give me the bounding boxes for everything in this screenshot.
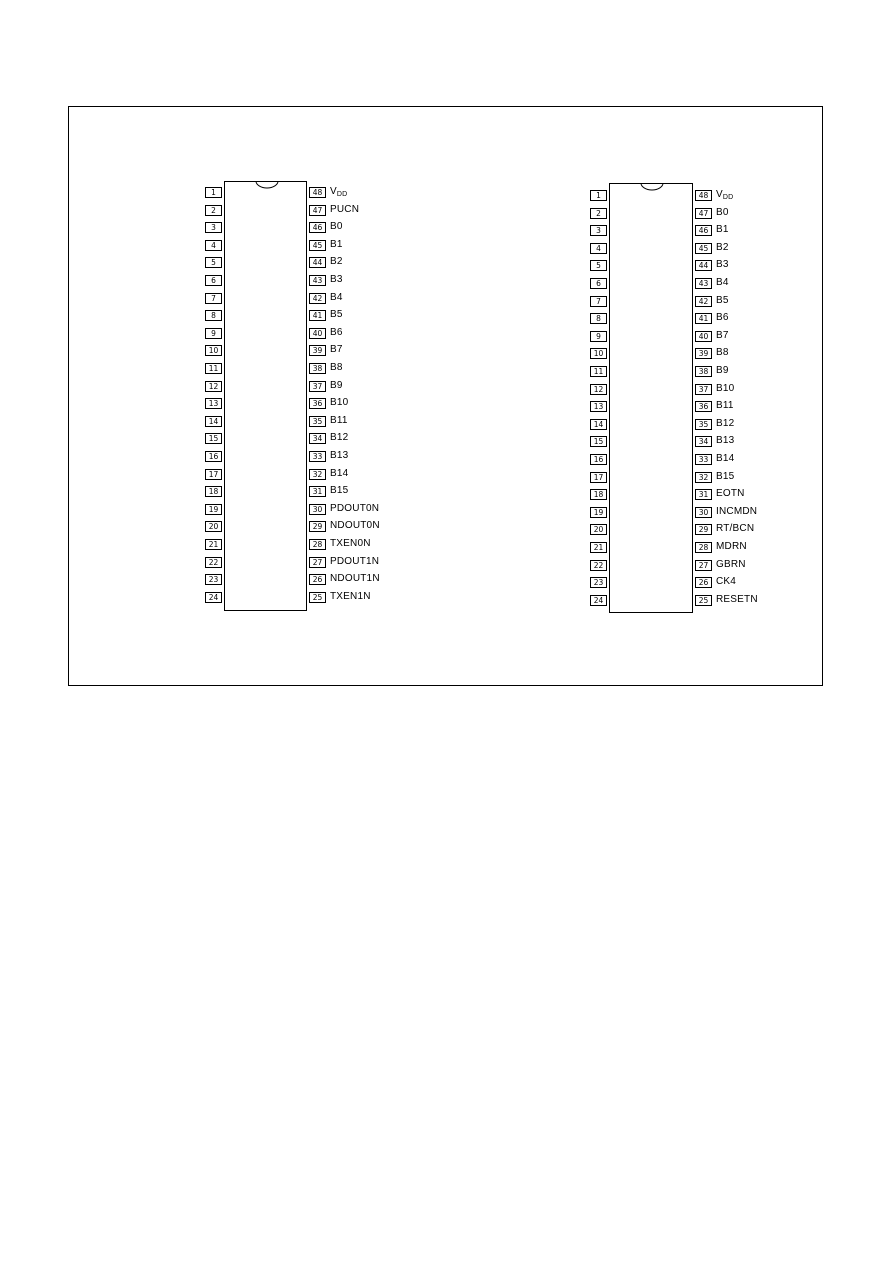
pin-label bbox=[716, 559, 746, 571]
pin-number: 41 bbox=[695, 313, 712, 324]
pin-number: 43 bbox=[309, 275, 326, 286]
pin1-notch-icon bbox=[255, 181, 279, 190]
pin-number: 5 bbox=[590, 260, 607, 271]
pin-number: 47 bbox=[309, 205, 326, 216]
pin-number: 35 bbox=[695, 419, 712, 430]
pin-label bbox=[716, 594, 758, 606]
pin-number: 44 bbox=[695, 260, 712, 271]
pin-number: 34 bbox=[695, 436, 712, 447]
pin-label-text: NDOUT1N bbox=[330, 573, 380, 585]
pin-number: 20 bbox=[205, 521, 222, 532]
pin-label bbox=[330, 292, 343, 304]
pin-number: 37 bbox=[695, 384, 712, 395]
pin-label-text: B9 bbox=[716, 365, 729, 376]
pin-number: 3 bbox=[205, 222, 222, 233]
pin-label bbox=[716, 242, 729, 254]
pin-number: 19 bbox=[205, 504, 222, 515]
pin-label-text: B15 bbox=[716, 470, 735, 482]
pin-label bbox=[716, 259, 729, 271]
pin-number: 4 bbox=[590, 243, 607, 254]
pin-number: 11 bbox=[590, 366, 607, 377]
pin-number: 16 bbox=[590, 454, 607, 465]
pin-label-text: B11 bbox=[330, 414, 348, 426]
pin-label bbox=[716, 383, 734, 395]
pin-number: 42 bbox=[309, 293, 326, 304]
pin-label-text: B9 bbox=[330, 379, 343, 391]
pin-label-text: B6 bbox=[330, 326, 343, 338]
pin-number: 17 bbox=[205, 469, 222, 480]
pin-number: 9 bbox=[205, 328, 222, 339]
pin-number: 15 bbox=[205, 433, 222, 444]
pin-number: 21 bbox=[205, 539, 222, 550]
pin-number: 5 bbox=[205, 257, 222, 268]
pin-number: 32 bbox=[695, 472, 712, 483]
pin-number: 39 bbox=[695, 348, 712, 359]
pin-number: 45 bbox=[309, 240, 326, 251]
pin-label-text: CK4 bbox=[716, 576, 737, 588]
pin-label bbox=[716, 312, 729, 324]
pin-number: 41 bbox=[309, 310, 326, 321]
pin-label bbox=[716, 347, 729, 359]
pin-label-text: MDRN bbox=[716, 541, 747, 552]
pin-label bbox=[330, 538, 371, 550]
pin-number: 42 bbox=[695, 296, 712, 307]
pin-number: 16 bbox=[205, 451, 222, 462]
pin-label bbox=[330, 221, 343, 233]
pin-label-text: INCMDN bbox=[716, 505, 758, 517]
pin-number: 31 bbox=[309, 486, 326, 497]
pin-label bbox=[716, 277, 729, 289]
pin-label bbox=[716, 365, 729, 377]
pin-number: 11 bbox=[205, 363, 222, 374]
pin-label bbox=[716, 541, 747, 553]
pin-number: 45 bbox=[695, 243, 712, 254]
pin-number: 1 bbox=[205, 187, 222, 198]
pin-number: 28 bbox=[695, 542, 712, 553]
pin-number: 4 bbox=[205, 240, 222, 251]
pin-label-text: B1 bbox=[716, 224, 729, 236]
pin-number: 47 bbox=[695, 208, 712, 219]
pin-number: 34 bbox=[309, 433, 326, 444]
pin-label-text: B2 bbox=[330, 256, 343, 268]
pin-number: 10 bbox=[590, 348, 607, 359]
pin-number: 26 bbox=[695, 577, 712, 588]
pin-label-text: PUCN bbox=[330, 203, 360, 215]
pin-number: 7 bbox=[205, 293, 222, 304]
pin-number: 2 bbox=[205, 205, 222, 216]
pin-number: 13 bbox=[590, 401, 607, 412]
pin-label-text: B8 bbox=[716, 347, 729, 359]
pin-label-text: B3 bbox=[716, 259, 729, 271]
pin-label bbox=[330, 274, 343, 286]
pin-label-text: B14 bbox=[716, 453, 735, 464]
pin-number: 6 bbox=[590, 278, 607, 289]
ic-body bbox=[224, 181, 307, 611]
pin-label-text: GBRN bbox=[716, 558, 746, 570]
pin-label bbox=[330, 415, 348, 427]
pin-label-text: NDOUT0N bbox=[330, 520, 380, 532]
pin-label-text: B5 bbox=[330, 309, 343, 321]
pin-label bbox=[716, 576, 736, 588]
pin-number: 3 bbox=[590, 225, 607, 236]
pin-number: 29 bbox=[309, 521, 326, 532]
pin-number: 24 bbox=[590, 595, 607, 606]
pin-label bbox=[716, 453, 734, 465]
pin-number: 25 bbox=[309, 592, 326, 603]
pin-number: 1 bbox=[590, 190, 607, 201]
pin-number: 39 bbox=[309, 345, 326, 356]
pin-number: 6 bbox=[205, 275, 222, 286]
pin-number: 22 bbox=[205, 557, 222, 568]
pin-label bbox=[330, 186, 347, 198]
pin-label bbox=[330, 520, 380, 532]
pin-label-text: B4 bbox=[330, 291, 343, 303]
pin-number: 46 bbox=[309, 222, 326, 233]
pin-label bbox=[330, 239, 343, 251]
pin-label-text: TXEN1N bbox=[330, 590, 371, 602]
pin-number: 25 bbox=[695, 595, 712, 606]
pin-label-text: B7 bbox=[716, 329, 729, 341]
pin-number: 32 bbox=[309, 469, 326, 480]
pin-number: 29 bbox=[695, 524, 712, 535]
pin-label-subscript: DD bbox=[722, 194, 734, 201]
pin-number: 37 bbox=[309, 381, 326, 392]
pin-number: 46 bbox=[695, 225, 712, 236]
pin-number: 35 bbox=[309, 416, 326, 427]
pin-label-text: B7 bbox=[330, 344, 343, 356]
pin-label bbox=[716, 523, 754, 535]
pin-number: 48 bbox=[695, 190, 712, 201]
pin-label-text: B6 bbox=[716, 312, 729, 324]
pin-label bbox=[330, 309, 343, 321]
pin-label-text: B10 bbox=[330, 397, 349, 409]
pin-label-text: V bbox=[716, 189, 723, 200]
pin-label-text: B11 bbox=[716, 400, 734, 412]
ic-body bbox=[609, 183, 693, 613]
pin-number: 21 bbox=[590, 542, 607, 553]
pin-label bbox=[716, 189, 733, 201]
pin-label bbox=[330, 450, 348, 462]
pin-label-text: B4 bbox=[716, 277, 729, 288]
pin-label bbox=[330, 204, 359, 216]
pin-label-text: B13 bbox=[330, 450, 349, 461]
pin-label bbox=[716, 330, 729, 342]
pin-label bbox=[716, 506, 757, 518]
pin-number: 33 bbox=[309, 451, 326, 462]
pin-label-text: B14 bbox=[330, 467, 349, 479]
pin-label-text: B12 bbox=[716, 417, 735, 429]
pin-number: 36 bbox=[309, 398, 326, 409]
pin-label bbox=[330, 327, 343, 339]
pin-number: 9 bbox=[590, 331, 607, 342]
pin-number: 23 bbox=[205, 574, 222, 585]
pin-label bbox=[330, 556, 379, 568]
pin-label bbox=[330, 432, 348, 444]
pin-label-text: RT/BCN bbox=[716, 523, 755, 535]
pin-number: 12 bbox=[590, 384, 607, 395]
pin-number: 17 bbox=[590, 472, 607, 483]
pin1-notch-icon bbox=[640, 183, 664, 192]
pin-label bbox=[330, 503, 379, 515]
pin-number: 33 bbox=[695, 454, 712, 465]
pin-label-text: RESETN bbox=[716, 593, 758, 605]
pin-number: 40 bbox=[695, 331, 712, 342]
pin-label-text: V bbox=[330, 186, 337, 197]
pin-label bbox=[716, 295, 729, 307]
pin-number: 7 bbox=[590, 296, 607, 307]
pin-number: 14 bbox=[590, 419, 607, 430]
pin-label bbox=[716, 435, 734, 447]
pin-label-text: B12 bbox=[330, 432, 349, 444]
pin-label-text: PDOUT1N bbox=[330, 555, 380, 567]
pin-label bbox=[330, 397, 348, 409]
pin-label bbox=[716, 471, 734, 483]
pin-number: 2 bbox=[590, 208, 607, 219]
pin-label bbox=[716, 418, 734, 430]
diagram-frame bbox=[68, 106, 823, 686]
pin-number: 30 bbox=[309, 504, 326, 515]
pin-number: 27 bbox=[695, 560, 712, 571]
pin-number: 24 bbox=[205, 592, 222, 603]
pin-label bbox=[330, 380, 343, 392]
pin-label-text: B3 bbox=[330, 274, 343, 285]
pin-number: 10 bbox=[205, 345, 222, 356]
pin-label bbox=[330, 591, 371, 603]
pin-label bbox=[330, 362, 343, 374]
pin-number: 19 bbox=[590, 507, 607, 518]
pin-label bbox=[716, 207, 729, 219]
pin-label-text: TXEN0N bbox=[330, 538, 371, 549]
pin-label bbox=[330, 485, 348, 497]
pin-label bbox=[330, 468, 348, 480]
pin-label-text: B15 bbox=[330, 485, 349, 497]
pin-number: 31 bbox=[695, 489, 712, 500]
pin-number: 26 bbox=[309, 574, 326, 585]
pin-label-subscript: DD bbox=[336, 191, 348, 198]
pin-label-text: B10 bbox=[716, 382, 735, 394]
pin-number: 15 bbox=[590, 436, 607, 447]
pin-number: 12 bbox=[205, 381, 222, 392]
pin-number: 22 bbox=[590, 560, 607, 571]
pin-number: 8 bbox=[590, 313, 607, 324]
pin-number: 40 bbox=[309, 328, 326, 339]
pin-number: 38 bbox=[309, 363, 326, 374]
pin-number: 43 bbox=[695, 278, 712, 289]
pin-number: 44 bbox=[309, 257, 326, 268]
pin-number: 27 bbox=[309, 557, 326, 568]
pin-number: 18 bbox=[590, 489, 607, 500]
pin-number: 8 bbox=[205, 310, 222, 321]
pin-number: 23 bbox=[590, 577, 607, 588]
pin-label bbox=[330, 256, 343, 268]
pin-label-text: EOTN bbox=[716, 488, 745, 500]
pin-label bbox=[330, 573, 380, 585]
pin-label-text: B13 bbox=[716, 435, 735, 447]
pin-label-text: B5 bbox=[716, 294, 729, 306]
pin-label bbox=[716, 400, 734, 412]
pin-label bbox=[330, 344, 343, 356]
pin-number: 36 bbox=[695, 401, 712, 412]
pin-number: 20 bbox=[590, 524, 607, 535]
pin-number: 13 bbox=[205, 398, 222, 409]
pin-label-text: B2 bbox=[716, 241, 729, 253]
pin-number: 30 bbox=[695, 507, 712, 518]
pin-label bbox=[716, 224, 729, 236]
pin-number: 38 bbox=[695, 366, 712, 377]
pin-number: 14 bbox=[205, 416, 222, 427]
pin-number: 28 bbox=[309, 539, 326, 550]
pin-number: 48 bbox=[309, 187, 326, 198]
pin-label-text: B0 bbox=[716, 206, 729, 218]
pin-label-text: B1 bbox=[330, 238, 343, 250]
pin-label-text: B0 bbox=[330, 221, 343, 233]
pin-label-text: PDOUT0N bbox=[330, 502, 380, 514]
pin-number: 18 bbox=[205, 486, 222, 497]
pin-label-text: B8 bbox=[330, 362, 343, 373]
pin-label bbox=[716, 488, 745, 500]
